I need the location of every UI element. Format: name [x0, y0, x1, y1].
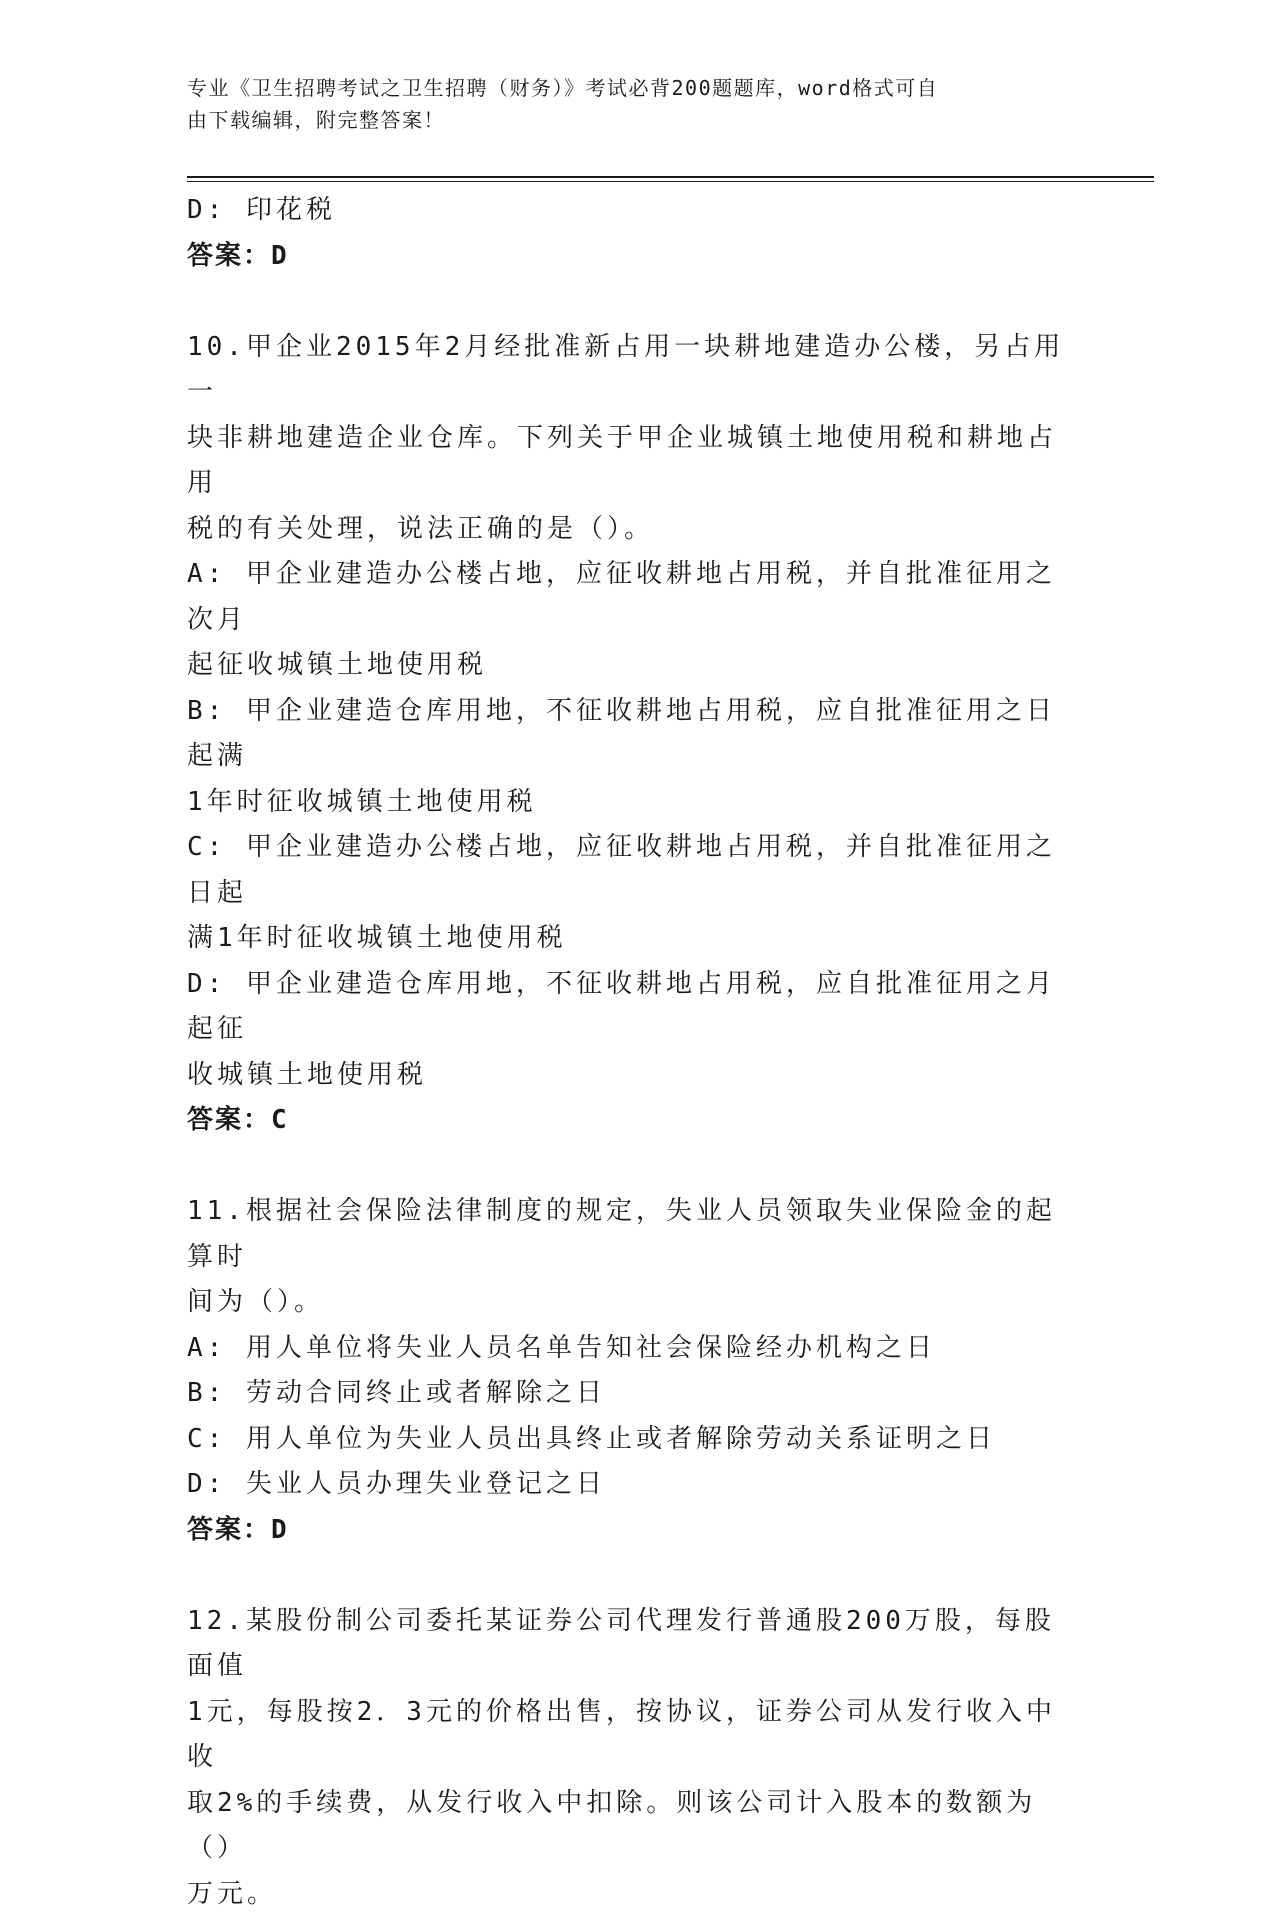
question-line: 间为（）。 — [187, 1280, 1077, 1326]
option-line: C: 甲企业建造办公楼占地，应征收耕地占用税，并自批准征用之日起 — [187, 825, 1077, 916]
question-line: 税的有关处理，说法正确的是（）。 — [187, 507, 1077, 553]
document-header — [187, 72, 1077, 136]
option-line: A: 用人单位将失业人员名单告知社会保险经办机构之日 — [187, 1326, 1077, 1372]
option-line: A: 甲企业建造办公楼占地，应征收耕地占用税，并自批准征用之次月 — [187, 552, 1077, 643]
header-divider-thin — [187, 181, 1154, 182]
option-line: D: 印花税 — [187, 188, 1077, 234]
answer-line: 答案：D — [187, 1508, 1077, 1554]
paragraph-gap — [187, 1553, 1077, 1599]
question-line: 取2%的手续费，从发行收入中扣除。则该公司计入股本的数额为（） — [187, 1781, 1077, 1872]
option-line: C: 用人单位为失业人员出具终止或者解除劳动关系证明之日 — [187, 1417, 1077, 1463]
option-line: D: 甲企业建造仓库用地，不征收耕地占用税，应自批准征用之月起征 — [187, 962, 1077, 1053]
question-line: 10.甲企业2015年2月经批准新占用一块耕地建造办公楼，另占用一 — [187, 325, 1077, 416]
option-line: 满1年时征收城镇土地使用税 — [187, 916, 1077, 962]
header-line-1: 专业《卫生招聘考试之卫生招聘（财务）》考试必背200题题库，word格式可自 — [187, 72, 1077, 104]
option-line: 起征收城镇土地使用税 — [187, 643, 1077, 689]
document-body — [187, 188, 1077, 1917]
question-line: 块非耕地建造企业仓库。下列关于甲企业城镇土地使用税和耕地占用 — [187, 416, 1077, 507]
answer-line: 答案：D — [187, 234, 1077, 280]
option-line: 1年时征收城镇土地使用税 — [187, 780, 1077, 826]
option-line: 收城镇土地使用税 — [187, 1053, 1077, 1099]
question-line: 1元，每股按2．3元的价格出售，按协议，证券公司从发行收入中收 — [187, 1690, 1077, 1781]
question-line: 万元。 — [187, 1872, 1077, 1917]
answer-line: 答案：C — [187, 1098, 1077, 1144]
question-line: 11.根据社会保险法律制度的规定，失业人员领取失业保险金的起算时 — [187, 1189, 1077, 1280]
option-line: B: 劳动合同终止或者解除之日 — [187, 1371, 1077, 1417]
header-divider-thick — [187, 176, 1154, 178]
paragraph-gap — [187, 1144, 1077, 1190]
option-line: D: 失业人员办理失业登记之日 — [187, 1462, 1077, 1508]
option-line: B: 甲企业建造仓库用地，不征收耕地占用税，应自批准征用之日起满 — [187, 689, 1077, 780]
paragraph-gap — [187, 279, 1077, 325]
header-line-2: 由下载编辑，附完整答案！ — [187, 104, 1077, 136]
question-line: 12.某股份制公司委托某证券公司代理发行普通股200万股，每股面值 — [187, 1599, 1077, 1690]
